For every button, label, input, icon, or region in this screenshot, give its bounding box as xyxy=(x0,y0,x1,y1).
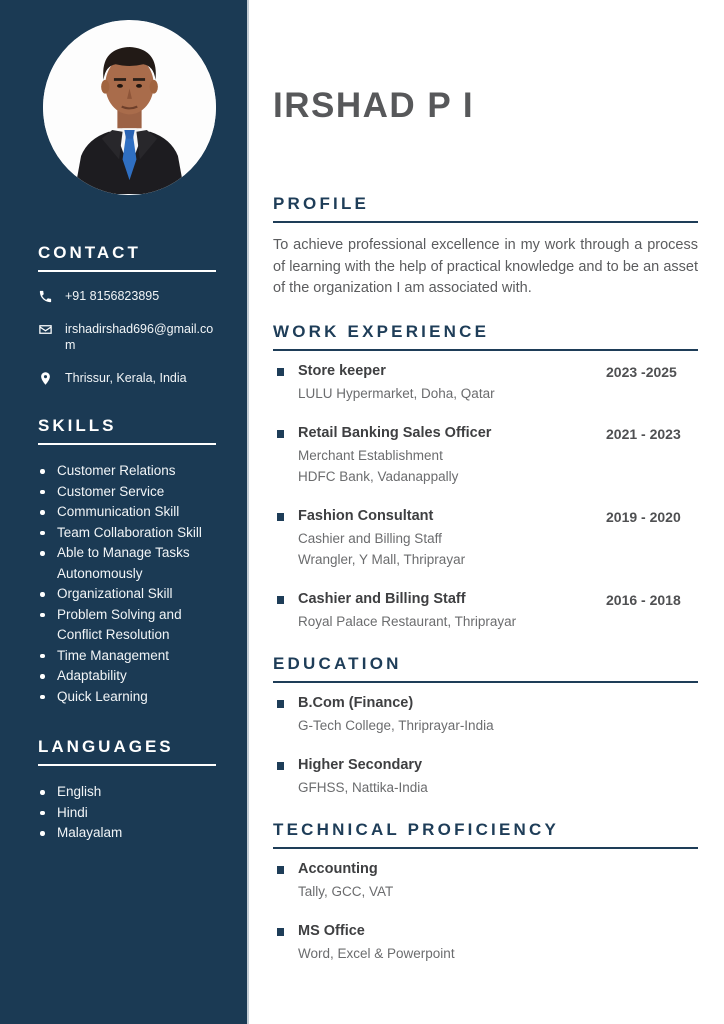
education-entry xyxy=(273,695,698,736)
phone-icon xyxy=(38,289,53,304)
contact-heading: CONTACT xyxy=(38,243,141,262)
languages-section xyxy=(38,737,221,844)
job-title: Cashier and Billing Staff xyxy=(298,590,466,607)
main-content xyxy=(249,0,724,1024)
square-bullet-icon xyxy=(277,430,284,438)
work-entry xyxy=(273,508,698,570)
languages-divider xyxy=(38,764,216,766)
proficiency-detail: Tally, GCC, VAT xyxy=(298,883,394,899)
contact-item-phone xyxy=(38,288,221,304)
email-address[interactable]: irshadirshad696@gmail.com xyxy=(65,322,214,352)
skill-item: Communication Skill xyxy=(38,502,221,523)
skill-item: Customer Relations xyxy=(38,461,221,482)
skill-item: Customer Service xyxy=(38,482,221,503)
job-detail: LULU Hypermarket, Doha, Qatar xyxy=(298,385,495,401)
proficiency-title: Accounting xyxy=(298,860,378,877)
square-bullet-icon xyxy=(277,596,284,604)
sidebar xyxy=(0,0,249,1024)
square-bullet-icon xyxy=(277,700,284,708)
profile-text: To achieve professional excellence in my work through a process of learning with the help of practical knowledge and to be an asset of the organization I am associated with. xyxy=(273,237,698,296)
degree-title: Higher Secondary xyxy=(298,756,423,773)
skills-section xyxy=(38,416,221,707)
location-text: Thrissur, Kerala, India xyxy=(65,371,187,385)
technical-proficiency-section xyxy=(273,820,698,964)
education-section xyxy=(273,654,698,798)
degree-detail: G-Tech College, Thriprayar-India xyxy=(298,717,494,733)
job-dates: 2016 - 2018 xyxy=(606,591,681,608)
job-title: Retail Banking Sales Officer xyxy=(298,424,492,441)
proficiency-detail: Word, Excel & Powerpoint xyxy=(298,945,455,961)
square-bullet-icon xyxy=(277,762,284,770)
contact-item-location xyxy=(38,370,221,386)
languages-heading: LANGUAGES xyxy=(38,737,174,756)
job-dates: 2021 - 2023 xyxy=(606,425,681,442)
profile-section xyxy=(273,194,698,300)
profile-photo xyxy=(43,20,216,195)
job-detail: Merchant Establishment xyxy=(298,447,443,463)
contact-item-email xyxy=(38,321,221,353)
degree-detail: GFHSS, Nattika-India xyxy=(298,779,428,795)
skill-item: Organizational Skill xyxy=(38,584,221,605)
work-entry xyxy=(273,363,698,404)
contact-section xyxy=(38,243,221,386)
job-detail: Royal Palace Restaurant, Thriprayar xyxy=(298,613,517,629)
skills-divider xyxy=(38,443,216,445)
language-item: Hindi xyxy=(38,803,221,824)
skill-item: Time Management xyxy=(38,646,221,667)
work-entry xyxy=(273,591,698,632)
work-experience-heading: WORK EXPERIENCE xyxy=(273,322,698,351)
proficiency-title: MS Office xyxy=(298,922,365,939)
email-icon xyxy=(38,322,53,337)
skill-item: Quick Learning xyxy=(38,687,221,708)
skill-item: Team Collaboration Skill xyxy=(38,523,221,544)
degree-title: B.Com (Finance) xyxy=(298,694,414,711)
language-item: Malayalam xyxy=(38,823,221,844)
location-icon xyxy=(38,371,53,386)
skill-item: Able to Manage Tasks Autonomously xyxy=(38,543,221,584)
contact-divider xyxy=(38,270,216,272)
language-item: English xyxy=(38,782,221,803)
avatar xyxy=(43,20,216,195)
technical-entry xyxy=(273,923,698,964)
languages-list xyxy=(38,782,221,844)
profile-heading: PROFILE xyxy=(273,194,698,223)
job-title: Store keeper xyxy=(298,362,386,379)
job-title: Fashion Consultant xyxy=(298,507,434,524)
skill-item: Problem Solving and Conflict Resolution xyxy=(38,605,221,646)
education-entry xyxy=(273,757,698,798)
technical-proficiency-heading: TECHNICAL PROFICIENCY xyxy=(273,820,698,849)
skill-item: Adaptability xyxy=(38,666,221,687)
phone-number: +91 8156823895 xyxy=(65,289,160,303)
work-entry xyxy=(273,425,698,487)
job-detail: HDFC Bank, Vadanappally xyxy=(298,468,459,484)
work-experience-section xyxy=(273,322,698,632)
skills-list xyxy=(38,461,221,707)
job-dates: 2019 - 2020 xyxy=(606,508,681,525)
square-bullet-icon xyxy=(277,866,284,874)
education-heading: EDUCATION xyxy=(273,654,698,683)
page-title: IRSHAD P I xyxy=(273,86,475,125)
job-dates: 2023 -2025 xyxy=(606,363,677,380)
technical-entry xyxy=(273,861,698,902)
square-bullet-icon xyxy=(277,513,284,521)
job-detail: Cashier and Billing Staff xyxy=(298,530,442,546)
square-bullet-icon xyxy=(277,368,284,376)
job-detail: Wrangler, Y Mall, Thriprayar xyxy=(298,551,466,567)
skills-heading: SKILLS xyxy=(38,416,117,435)
square-bullet-icon xyxy=(277,928,284,936)
